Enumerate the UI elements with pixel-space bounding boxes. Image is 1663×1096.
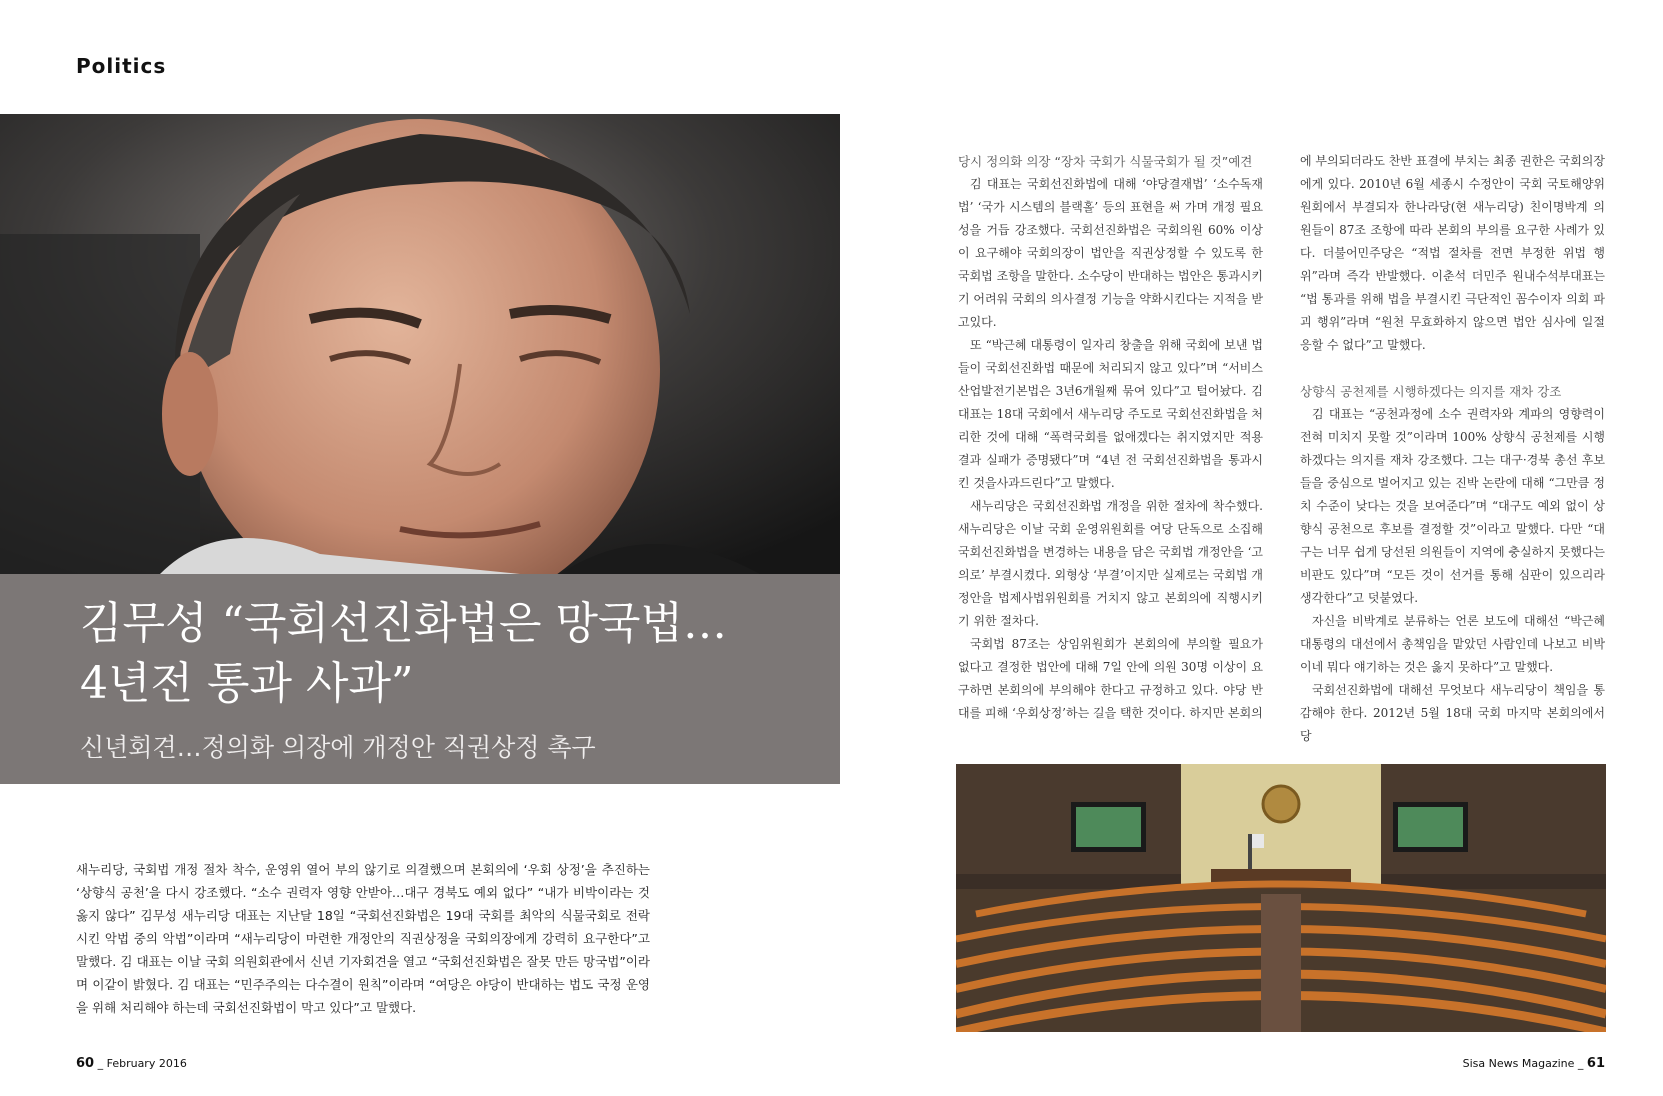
chamber-illustration <box>956 764 1606 1032</box>
footer-right: Sisa News Magazine _ 61 <box>1462 1056 1605 1071</box>
headline <box>80 594 820 714</box>
portrait-photo <box>0 114 840 574</box>
column-subheading: 상향식 공천제를 시행하겠다는 의지를 재차 강조 <box>1300 384 1562 399</box>
article-column-1 <box>958 150 1263 725</box>
page-number-right: 61 <box>1586 1056 1605 1071</box>
body-paragraph: 김 대표는 “공천과정에 소수 권력자와 계파의 영향력이 전혀 미치지 못할 것”이라며 100% 상향식 공천제를 시행하겠다는 의지를 재차 강조했다. 그는 대구·경북 총선 후보들을 중심으로 벌어지고 있는 진박 논란에 대해 “그만큼 정치 수준이 낮다는 것을 보여준다”며 “대구도 예외 없이 상향식 공천으로 후보를 결정할 것”이라고 말했다. 다만 “대구는 너무 쉽게 당선된 의원들이 지역에 충실하지 못했다는 비판도 있다”며 “모든 것이 선거를 통해 심판이 있으리라 생각한다”고 덧붙였다. <box>1300 407 1605 605</box>
body-paragraph: 새누리당은 국회선진화법 개정을 위한 절차에 착수했다. 새누리당은 이날 국회 운영위원회를 여당 단독으로 소집해 국회선진화법을 변경하는 내용을 담은 국회법 개정안을 ‘고의로’ 부결시켰다. 외형상 ‘부결’이지만 실제로는 국회법 개정안을 법제사법위원회를 거치지 않고 본회의에 직행시키기 위한 절차다. <box>958 499 1263 628</box>
body-paragraph: 국회법 87조는 상임위원회가 본회의에 부의할 필요가 없다고 결정한 법안에 대해 7일 안에 의원 30명 이상이 요구하면 본회의에 부의해야 한다고 규정하고 있다. 야당 반대를 피해 ‘우회상정’하는 길을 택한 것이다. 하지만 본회의 <box>958 637 1263 720</box>
body-paragraph: 자신을 비박계로 분류하는 언론 보도에 대해선 “박근혜 대통령의 대선에서 총책임을 맡았던 사람인데 나보고 비박이네 뭐다 얘기하는 것은 옳지 못하다”고 말했다. <box>1300 614 1605 674</box>
column-subheading: 당시 정의화 의장 “장차 국회가 식물국회가 될 것”예견 <box>958 154 1253 169</box>
subheadline: 신년회견…정의화 의장에 개정안 직권상정 촉구 <box>80 733 596 762</box>
article-column-2 <box>1300 150 1605 748</box>
lead-paragraph: 새누리당, 국회법 개정 절차 착수, 운영위 열어 부의 않기로 의결했으며 본회의에 ‘우회 상정’을 추진하는 ‘상향식 공천’을 다시 강조했다. “소수 권력자 영향 안받아…대구 경북도 예외 없다” “내가 비박이라는 것 옳지 않다” 김무성 새누리당 대표는 지난달 18일 “국회선진화법은 19대 국회를 최악의 식물국회로 전락시킨 악법 중의 악법”이라며 “새누리당이 마련한 개정안의 직권상정을 국회의장에게 강력히 요구한다”고 말했다. 김 대표는 이날 국회 의원회관에서 신년 기자회견을 열고 “국회선진화법은 잘못 만든 망국법”이라며 이같이 밝혔다. 김 대표는 “민주주의는 다수결이 원칙”이라며 “여당은 야당이 반대하는 법도 국정 운영을 위해 처리해야 하는데 국회선진화법이 막고 있다”고 말했다. <box>76 862 650 1015</box>
portrait-illustration <box>0 114 840 574</box>
footer-left: 60 _ February 2016 <box>76 1056 187 1071</box>
body-paragraph: 또 “박근혜 대통령이 일자리 창출을 위해 국회에 보낸 법들이 국회선진화법 때문에 처리되지 않고 있다”며 “서비스산업발전기본법은 3년6개월째 묶여 있다”고 털어놨다. 김 대표는 18대 국회에서 새누리당 주도로 국회선진화법을 처리한 것에 대해 “폭력국회를 없애겠다는 취지였지만 적용결과 실패가 증명됐다”며 “4년 전 국회선진화법을 통과시킨 것을사과드린다”고 말했다. <box>958 338 1263 490</box>
page-number-left: 60 <box>76 1056 95 1071</box>
body-paragraph: 김 대표는 국회선진화법에 대해 ‘야당결재법’ ‘소수독재법’ ‘국가 시스템의 블랙홀’ 등의 표현을 써 가며 개정 필요성을 거듭 강조했다. 국회선진화법은 국회의원 60% 이상이 요구해야 국회의장이 법안을 직권상정할 수 있도록 한 국회법 조항을 말한다. 소수당이 반대하는 법안은 통과시키기 어려워 국회의 의사결정 기능을 약화시킨다는 지적을 받고있다. <box>958 177 1263 329</box>
section-label: Politics <box>76 54 167 78</box>
headline-line-1: 김무성 “국회선진화법은 망국법… <box>80 598 728 649</box>
headline-line-2: 4년전 통과 사과” <box>80 658 414 709</box>
assembly-chamber-photo <box>956 764 1606 1032</box>
body-paragraph: 에 부의되더라도 찬반 표결에 부치는 최종 권한은 국회의장에게 있다. 2010년 6월 세종시 수정안이 국회 국토해양위원회에서 부결되자 한나라당(현 새누리당) 친이명박계 의원들이 87조 조항에 따라 본회의 부의를 요구한 사례가 있다. 더불어민주당은 “적법 절차를 전면 부정한 위법 행위”라며 즉각 반발했다. 이춘석 더민주 원내수석부대표는 “법 통과를 위해 법을 부결시킨 극단적인 꼼수이자 의회 파괴 행위”라며 “원천 무효화하지 않으면 법안 심사에 일절 응할 수 없다”고 말했다. <box>1300 154 1605 352</box>
magazine-name: Sisa News Magazine <box>1462 1057 1575 1070</box>
issue-date: February 2016 <box>106 1057 187 1070</box>
body-paragraph: 국회선진화법에 대해선 무엇보다 새누리당이 책임을 통감해야 한다. 2012년 5월 18대 국회 마지막 본회의에서 당 <box>1300 683 1605 743</box>
